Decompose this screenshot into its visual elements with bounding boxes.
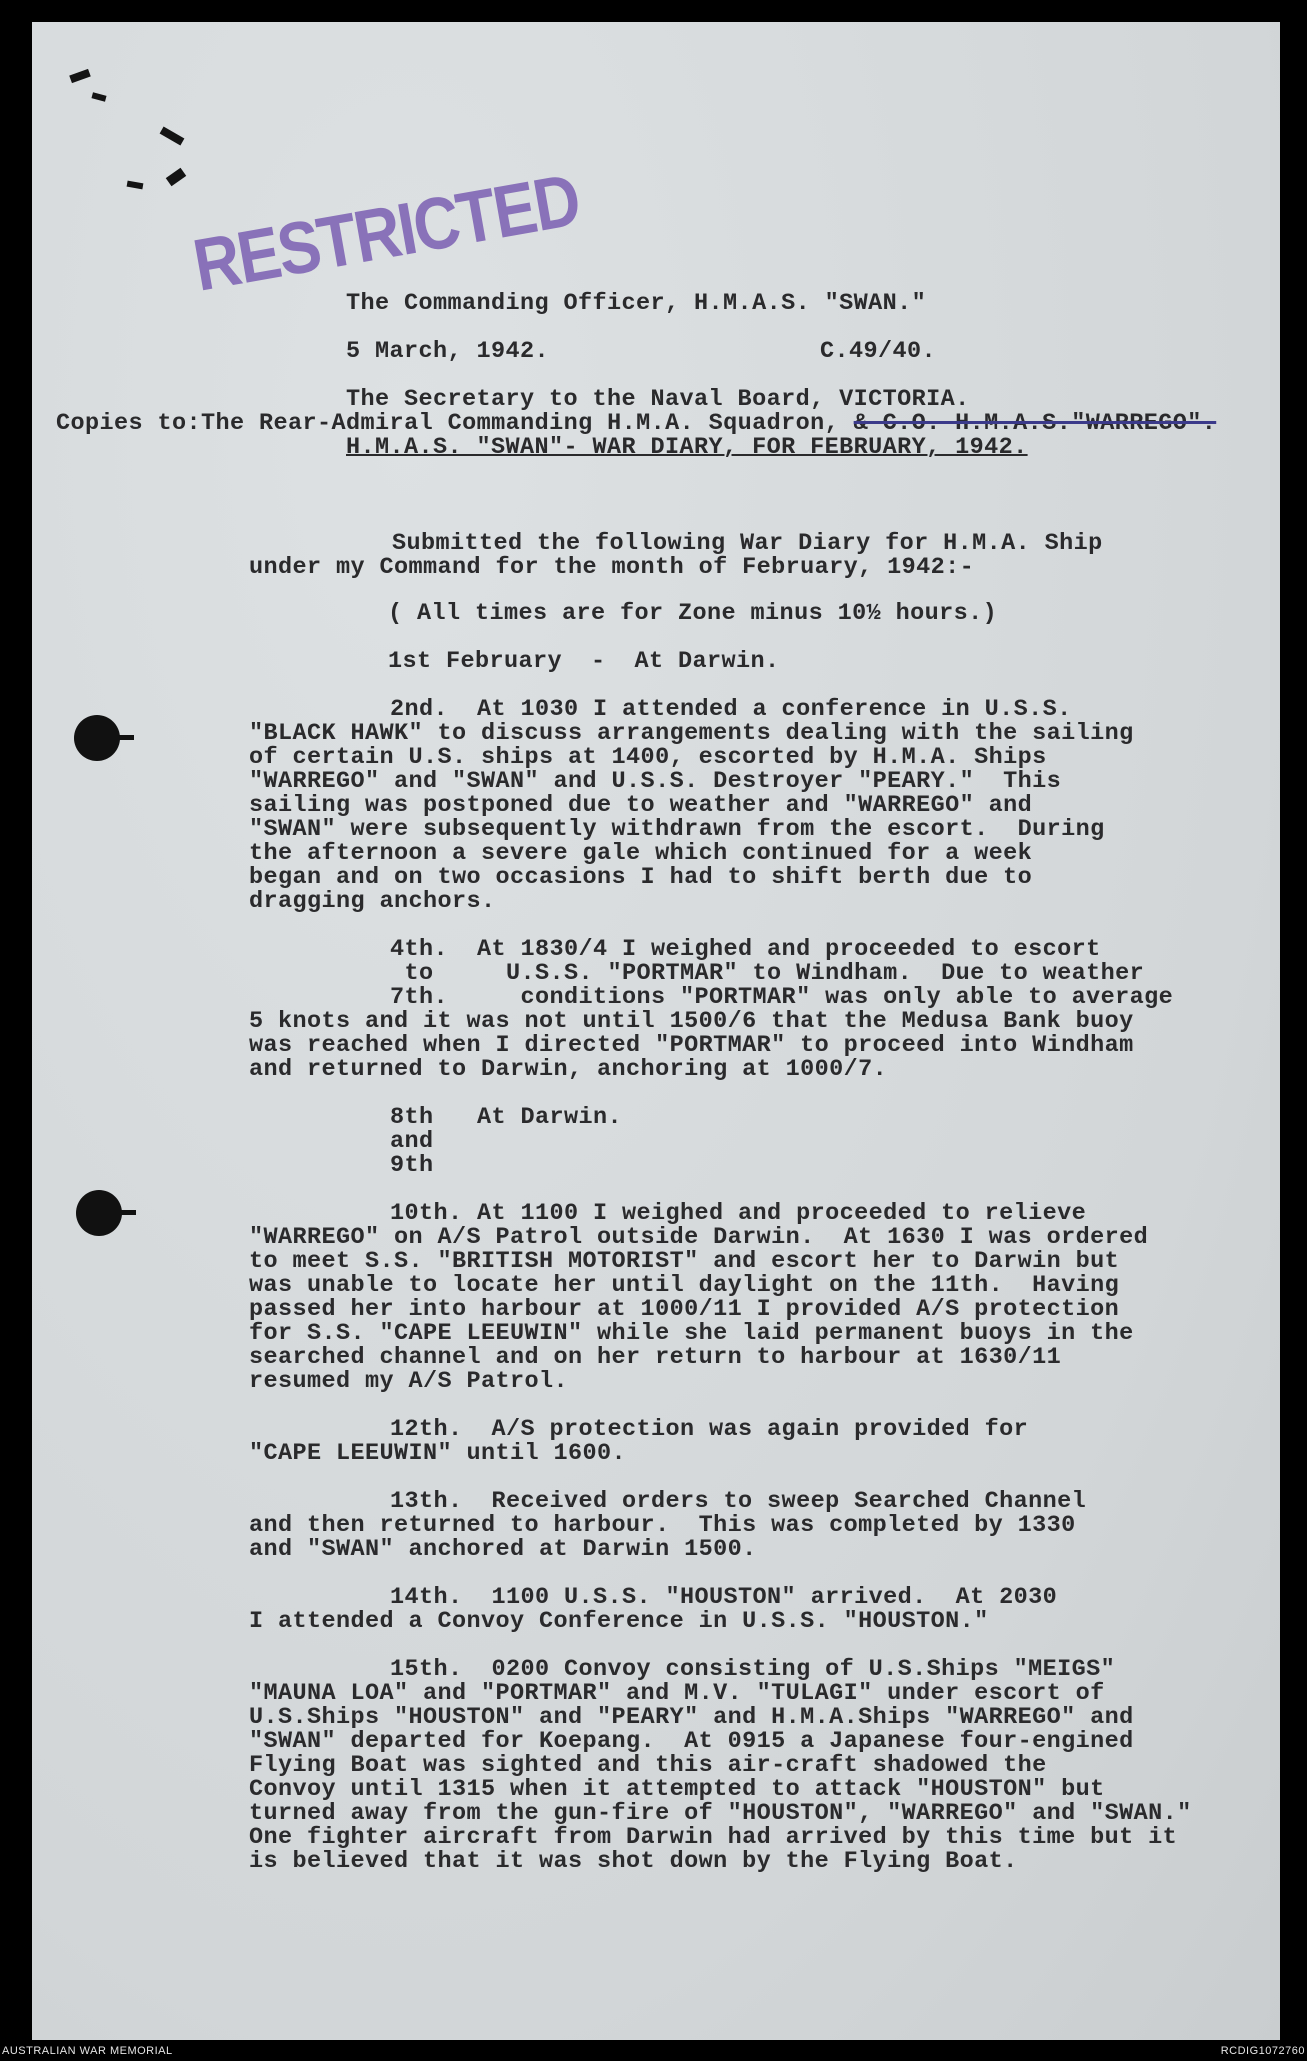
entry-2nd: of certain U.S. ships at 1400, escorted by H.M.A. Ships xyxy=(249,744,1047,771)
entry-2nd: dragging anchors. xyxy=(249,888,496,915)
entry-13th: and "SWAN" anchored at Darwin 1500. xyxy=(249,1536,757,1563)
paper-tear xyxy=(69,69,91,83)
entry-8th-9th: 9th xyxy=(390,1152,434,1179)
footer-left: AUSTRALIAN WAR MEMORIAL xyxy=(2,2045,173,2057)
entry-12th: 12th. A/S protection was again provided for xyxy=(390,1416,1029,1443)
entry-15th: Flying Boat was sighted and this air-craft shadowed the xyxy=(249,1752,1047,1779)
entry-8th-9th: and xyxy=(390,1128,434,1155)
header-date: 5 March, 1942. xyxy=(346,338,550,365)
entry-10th: "WARREGO" on A/S Patrol outside Darwin. At 1630 I was ordered xyxy=(249,1224,1149,1251)
footer-right: RCDIG1072760 xyxy=(1220,2045,1305,2057)
entry-2nd: the afternoon a severe gale which continued for a week xyxy=(249,840,1033,867)
entry-2nd: began and on two occasions I had to shift berth due to xyxy=(249,864,1033,891)
entry-10th: resumed my A/S Patrol. xyxy=(249,1368,569,1395)
entry-15th: turned away from the gun-fire of "HOUSTON", "WARREGO" and "SWAN." xyxy=(249,1800,1192,1827)
entry-10th: 10th. At 1100 I weighed and proceeded to relieve xyxy=(390,1200,1087,1227)
paper-tear xyxy=(160,127,185,146)
entry-10th: to meet S.S. "BRITISH MOTORIST" and escort her to Darwin but xyxy=(249,1248,1120,1275)
header-copies xyxy=(56,412,1216,436)
feb-1-entry: 1st February - At Darwin. xyxy=(388,648,780,675)
entry-15th: "MAUNA LOA" and "PORTMAR" and M.V. "TULAGI" under escort of xyxy=(249,1680,1105,1707)
copies-text: The Rear-Admiral Commanding H.M.A. Squadron, xyxy=(201,410,840,437)
header-to: The Secretary to the Naval Board, VICTORIA. xyxy=(346,386,970,413)
paper-tear xyxy=(127,181,144,190)
entry-15th: 15th. 0200 Convoy consisting of U.S.Ships "MEIGS" xyxy=(390,1656,1116,1683)
document-sheet xyxy=(32,22,1280,2040)
punch-hole xyxy=(74,715,120,761)
entry-2nd: 2nd. At 1030 I attended a conference in U.S.S. xyxy=(390,696,1072,723)
entry-4th-7th: 4th. At 1830/4 I weighed and proceeded to escort xyxy=(390,936,1101,963)
zone-note: ( All times are for Zone minus 10½ hours.) xyxy=(388,600,998,627)
entry-14th: I attended a Convoy Conference in U.S.S. "HOUSTON." xyxy=(249,1608,989,1635)
copies-label: Copies to: xyxy=(56,410,202,437)
entry-15th: Convoy until 1315 when it attempted to attack "HOUSTON" but xyxy=(249,1776,1105,1803)
restricted-stamp: RESTRICTED xyxy=(187,157,585,307)
punch-hole xyxy=(76,1190,122,1236)
copies-struck: & C.O. H.M.A.S."WARREGO". xyxy=(853,410,1217,437)
entry-4th-7th: was reached when I directed "PORTMAR" to proceed into Windham xyxy=(249,1032,1134,1059)
paper-tear xyxy=(91,92,106,101)
entry-15th: is believed that it was shot down by the Flying Boat. xyxy=(249,1848,1018,1875)
intro-line-2: under my Command for the month of February, 1942:- xyxy=(249,554,975,581)
entry-15th: "SWAN" departed for Koepang. At 0915 a Japanese four-engined xyxy=(249,1728,1134,1755)
entry-10th: searched channel and on her return to harbour at 1630/11 xyxy=(249,1344,1062,1371)
subject-line: H.M.A.S. "SWAN"- WAR DIARY, FOR FEBRUARY, 1942. xyxy=(346,434,1028,461)
entry-10th: was unable to locate her until daylight on the 11th. Having xyxy=(249,1272,1120,1299)
entry-8th-9th: 8th At Darwin. xyxy=(390,1104,623,1131)
entry-15th: U.S.Ships "HOUSTON" and "PEARY" and H.M.A.Ships "WARREGO" and xyxy=(249,1704,1134,1731)
entry-10th: passed her into harbour at 1000/11 I provided A/S protection xyxy=(249,1296,1120,1323)
header-from: The Commanding Officer, H.M.A.S. "SWAN." xyxy=(346,290,927,317)
entry-2nd: sailing was postponed due to weather and "WARREGO" and xyxy=(249,792,1033,819)
entry-4th-7th: and returned to Darwin, anchoring at 1000/7. xyxy=(249,1056,888,1083)
entry-4th-7th: 7th. conditions "PORTMAR" was only able to average xyxy=(390,984,1174,1011)
entry-4th-7th: 5 knots and it was not until 1500/6 that the Medusa Bank buoy xyxy=(249,1008,1134,1035)
entry-4th-7th: to U.S.S. "PORTMAR" to Windham. Due to weather xyxy=(390,960,1145,987)
entry-10th: for S.S. "CAPE LEEUWIN" while she laid permanent buoys in the xyxy=(249,1320,1134,1347)
intro-line-1: Submitted the following War Diary for H.M.A. Ship xyxy=(392,530,1103,557)
entry-15th: One fighter aircraft from Darwin had arrived by this time but it xyxy=(249,1824,1178,1851)
header-ref: C.49/40. xyxy=(820,338,937,365)
entry-12th: "CAPE LEEUWIN" until 1600. xyxy=(249,1440,627,1467)
entry-14th: 14th. 1100 U.S.S. "HOUSTON" arrived. At 2030 xyxy=(390,1584,1058,1611)
entry-2nd: "WARREGO" and "SWAN" and U.S.S. Destroyer "PEARY." This xyxy=(249,768,1062,795)
entry-13th: and then returned to harbour. This was completed by 1330 xyxy=(249,1512,1076,1539)
entry-2nd: "SWAN" were subsequently withdrawn from the escort. During xyxy=(249,816,1105,843)
entry-2nd: "BLACK HAWK" to discuss arrangements dealing with the sailing xyxy=(249,720,1134,747)
entry-13th: 13th. Received orders to sweep Searched Channel xyxy=(390,1488,1087,1515)
paper-tear xyxy=(166,168,186,187)
